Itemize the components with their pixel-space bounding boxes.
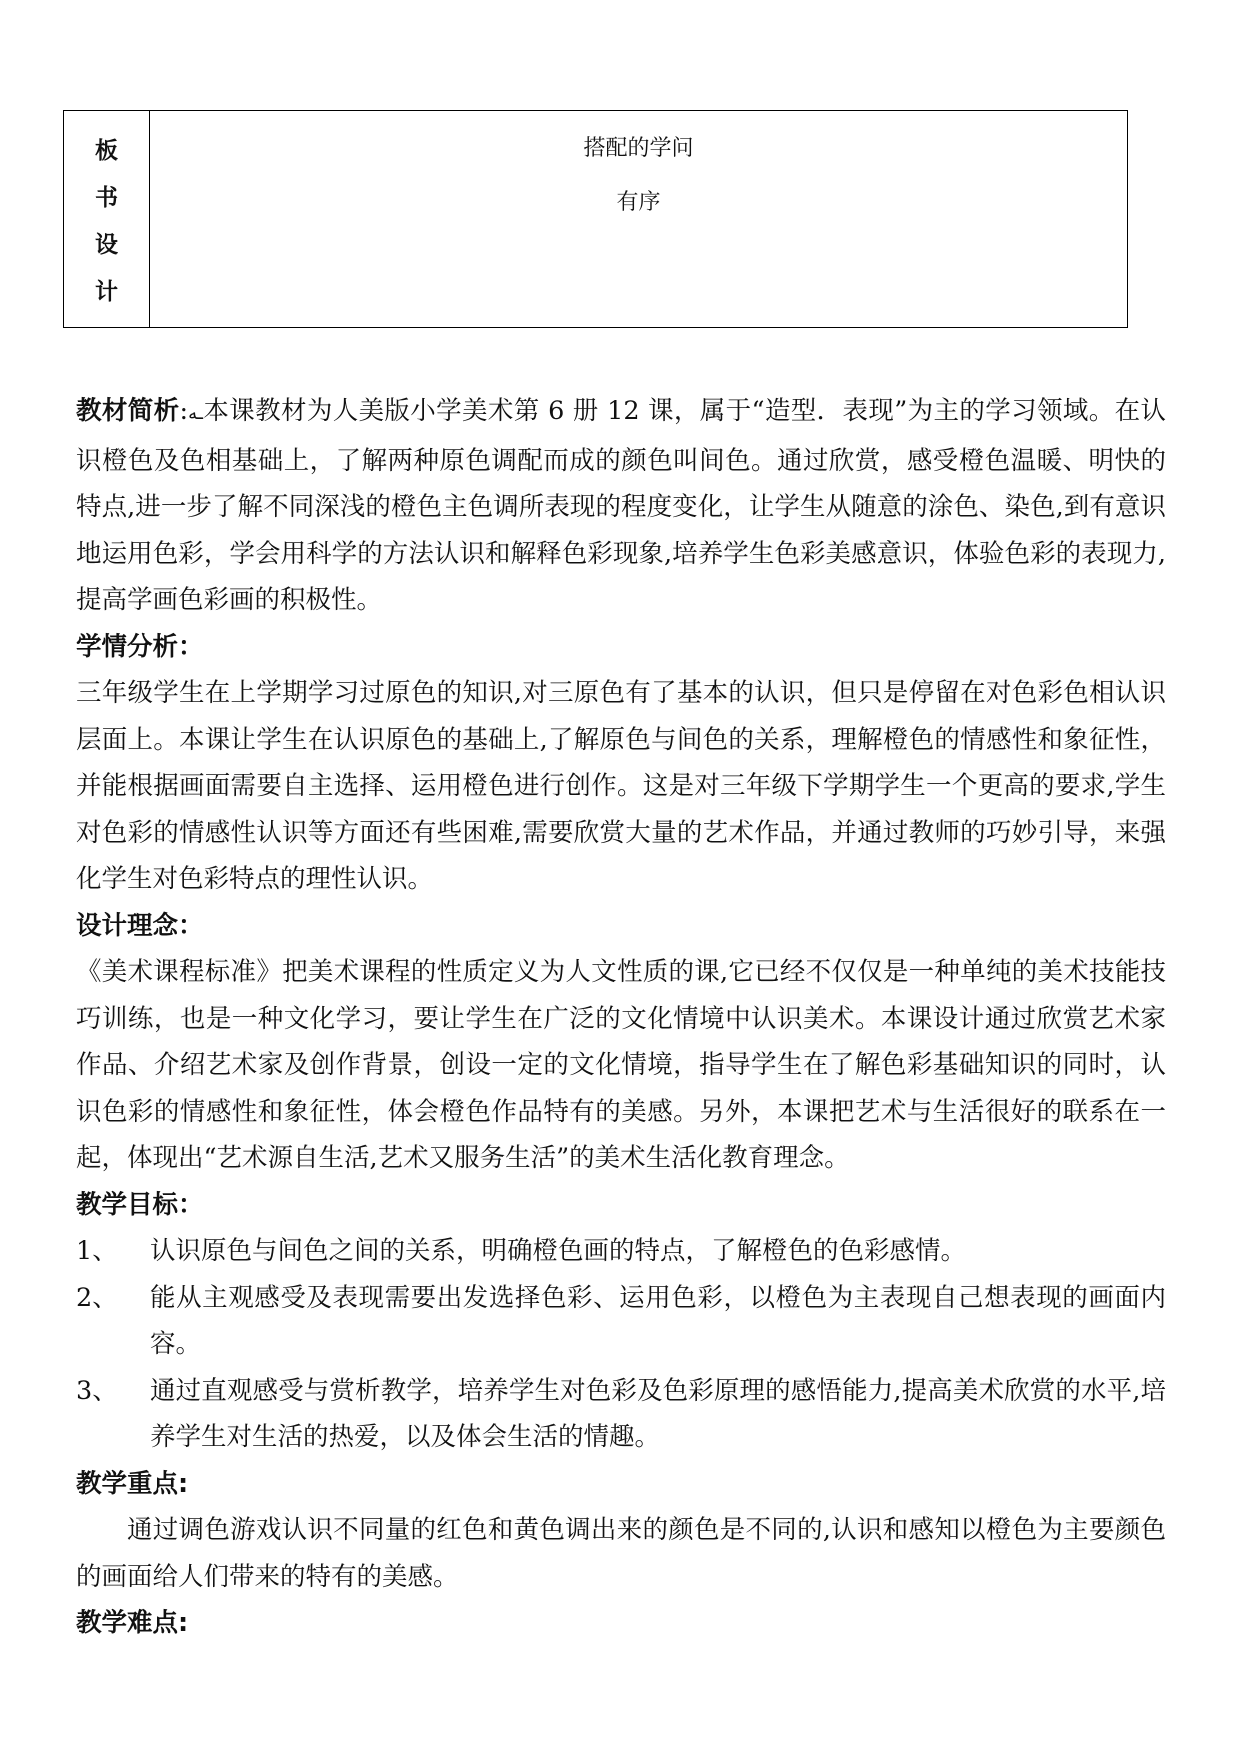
textbook-analysis-section <box>76 388 1166 624</box>
goal-item <box>76 1228 1166 1275</box>
key-points-text: 通过调色游戏认识不同量的红色和黄色调出来的颜色是不同的,认识和感知以橙色为主要颜色的画面给人们带来的特有的美感。 <box>76 1515 1166 1592</box>
goal-item <box>76 1275 1166 1368</box>
board-label-char: 板 <box>95 138 118 164</box>
key-points-heading: 教学重点: <box>76 1468 189 1499</box>
lesson-plan-body <box>76 388 1166 1647</box>
goal-text: 认识原色与间色之间的关系，明确橙色画的特点，了解橙色的色彩感情。 <box>150 1236 967 1266</box>
goal-number: 3、 <box>76 1375 118 1406</box>
goal-item <box>76 1368 1166 1461</box>
goal-number: 1、 <box>76 1236 118 1266</box>
inline-mark: ـﻪ <box>188 403 203 424</box>
design-concept-heading: 设计理念： <box>76 910 204 941</box>
student-analysis-heading: 学情分析： <box>76 631 204 662</box>
board-label-char: 计 <box>95 279 118 305</box>
board-design-content <box>150 111 1127 327</box>
goal-text: 能从主观感受及表现需要出发选择色彩、运用色彩，以橙色为主表现自己想表现的画面内容。 <box>150 1282 1166 1359</box>
teaching-goals-heading: 教学目标： <box>76 1189 204 1220</box>
goal-number: 2、 <box>76 1282 118 1313</box>
board-line: 有序 <box>616 190 661 215</box>
goal-text: 通过直观感受与赏析教学，培养学生对色彩及色彩原理的感悟能力,提高美术欣赏的水平,培养学生对生活的热爱，以及体会生活的情趣。 <box>150 1375 1166 1452</box>
board-design-table <box>63 110 1128 328</box>
textbook-analysis-text: 本课教材为人美版小学美术第 6 册 12 课，属于“造型．表现”为主的学习领域。在认识橙色及色相基础上，了解两种原色调配而成的颜色叫间色。通过欣赏，感受橙色温暖、明快的特点,进一步了解不同深浅的橙色主色调所表现的程度变化，让学生从随意的涂色、染色,到有意识地运用色彩，学会用科学的方法认识和解释色彩现象,培养学生色彩美感意识，体验色彩的表现力,提高学画色彩画的积极性。 <box>76 396 1166 615</box>
design-concept-text: 《美术课程标准》把美术课程的性质定义为人文性质的课,它已经不仅仅是一种单纯的美术技能技巧训练，也是一种文化学习，要让学生在广泛的文化情境中认识美术。本课设计通过欣赏艺术家作品、介绍艺术家及创作背景，创设一定的文化情境，指导学生在了解色彩基础知识的同时，认识色彩的情感性和象征性，体会橙色作品特有的美感。另外，本课把艺术与生活很好的联系在一起，体现出“艺术源自生活,艺术又服务生活”的美术生活化教育理念。 <box>76 957 1166 1173</box>
student-analysis-text: 三年级学生在上学期学习过原色的知识,对三原色有了基本的认识，但只是停留在对色彩色相认识层面上。本课让学生在认识原色的基础上,了解原色与间色的关系，理解橙色的情感性和象征性，并能根据画面需要自主选择、运用橙色进行创作。这是对三年级下学期学生一个更高的要求,学生对色彩的情感性认识等方面还有些困难,需要欣赏大量的艺术作品，并通过教师的巧妙引导，来强化学生对色彩特点的理性认识。 <box>76 678 1166 894</box>
board-design-label <box>64 111 150 327</box>
board-label-char: 书 <box>95 185 118 211</box>
board-label-char: 设 <box>95 232 118 258</box>
difficulties-heading: 教学难点: <box>76 1608 189 1638</box>
heading-separator: : <box>179 396 189 426</box>
textbook-analysis-heading: 教材简析 <box>76 396 180 426</box>
board-line: 搭配的学问 <box>583 136 694 161</box>
